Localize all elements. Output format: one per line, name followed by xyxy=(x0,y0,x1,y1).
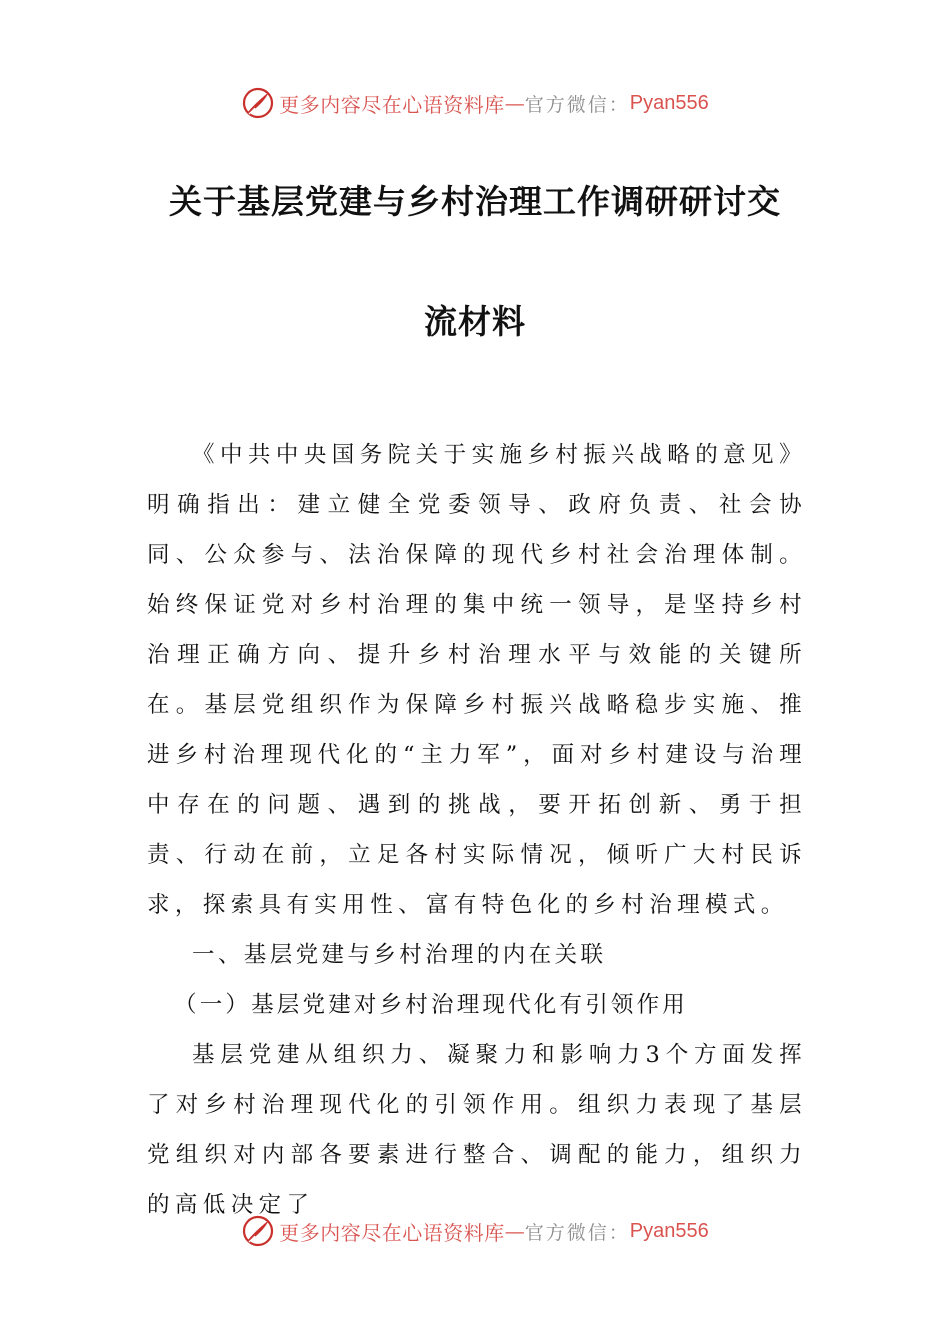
footer-watermark xyxy=(0,1211,950,1251)
watermark-dash: — xyxy=(504,91,525,115)
page-title-line-1: 关于基层党建与乡村治理工作调研研讨交 xyxy=(169,182,781,221)
page-title-line-2: 流材料 xyxy=(424,302,526,341)
paragraph-intro: 《中共中央国务院关于实施乡村振兴战略的意见》明确指出：建立健全党委领导、政府负责、社会协同、公众参与、法治保障的现代乡村社会治理体制。始终保证党对乡村治理的集中统一领导，是坚持乡村治理正确方向、提升乡村治理水平与效能的关键所在。基层党组织作为保障乡村振兴战略稳步实施、推进乡村治理现代化的“主力军”，面对乡村建设与治理中存在的问题、遇到的挑战，要开拓创新、勇于担责、行动在前，立足各村实际情况，倾听广大村民诉求，探索具有实用性、富有特色化的乡村治理模式。 xyxy=(147,442,807,918)
paragraph-body: 基层党建从组织力、凝聚力和影响力3个方面发挥了对乡村治理现代化的引领作用。组织力表现了基层党组织对内部各要素进行整合、调配的能力，组织力的高低决定了 xyxy=(147,1042,807,1218)
watermark-text: 更多内容尽在心语资料库 xyxy=(279,1220,505,1245)
watermark-wechat-id: Pyan556 xyxy=(629,1219,709,1242)
watermark-wechat-id: Pyan556 xyxy=(629,91,709,114)
quill-logo-icon xyxy=(241,1214,275,1248)
watermark-wechat-label: 官方微信： xyxy=(524,1221,630,1244)
section-heading: 一、基层党建与乡村治理的内在关联 xyxy=(192,942,607,968)
header-watermark xyxy=(0,83,950,123)
watermark-wechat-label: 官方微信： xyxy=(524,93,630,116)
watermark-text: 更多内容尽在心语资料库 xyxy=(279,92,505,117)
quill-logo-icon xyxy=(241,86,275,120)
watermark-dash: — xyxy=(504,1219,525,1243)
document-body xyxy=(147,430,807,1230)
subsection-heading: （一）基层党建对乡村治理现代化有引领作用 xyxy=(174,992,689,1018)
